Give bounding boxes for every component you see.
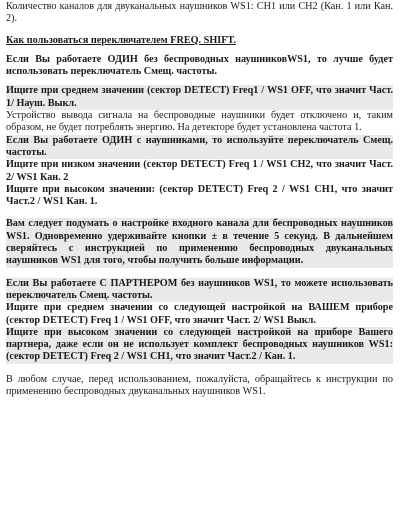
set-middle-instruction: Ищите при среднем значении (сектор DETECT) Freq1 / WS1 OFF, что значит Част. 1/ Науш. Выкл. (6, 85, 393, 109)
device-output-paragraph: Устройство вывода сигнала на беспроводные наушники будет отключено и, таким образом, не будет потреблять энергию. На детекторе будет установлена частота 1. (6, 110, 393, 134)
section-heading: Как пользоваться переключателем FREQ. SHIFT. (6, 34, 237, 46)
set-middle-partner-instruction: Ищите при среднем значении со следующей настройкой на ВАШЕМ приборе (сектор DETECT) Freq 1 / WS1 OFF, что значит Част. 2/ WS1 Выкл. (6, 302, 393, 326)
set-low-instruction: Ищите при низком значении (сектор DETECT) Freq 1 / WS1 CH2, что значит Част. 2/ WS1 Кан. 2 (6, 159, 393, 183)
intro-paragraph: Количество каналов для двуканальных наушников WS1: CH1 или CH2 (Кан. 1 или Кан. 2). (6, 1, 393, 25)
alone-with-headphones-paragraph: Если Вы работаете ОДИН с наушниками, то используйте переключатель Смещ. частоты. (6, 134, 393, 158)
input-channel-paragraph: Вам следует подумать о настройке входного канала для беспроводных наушников WS1. Одновременно удерживайте кнопки ± в течение 5 секунд. В дальнейшем сверяйтесь с инструкцией по применению беспроводных двуканальных наушников WS1 для того, чтобы получить больше информации. (6, 218, 393, 267)
alone-no-wireless-paragraph: Если Вы работаете ОДИН без беспроводных наушниковWS1, то лучше будет использовать переключатель Смещ. частоты. (6, 53, 393, 78)
set-high-partner-instruction: Ищите при высоком значении со следующей настройкой на приборе Вашего партнера, даже если он не использует комплект беспроводных наушников WS1: (сектор DETECT) Freq 2 / WS1 CH1, что значит Част.2 / Кан. 1. (6, 326, 393, 363)
set-high-instruction: Ищите при высоком значении: (сектор DETECT) Freq 2 / WS1 CH1, что значит Част.2 / WS1 Кан. 1. (6, 183, 393, 208)
partner-paragraph: Если Вы работаете С ПАРТНЕРОМ без наушников WS1, то можете использовать переключатель Смещ. частоты. (6, 277, 393, 301)
closing-paragraph: В любом случае, перед использованием, пожалуйста, обращайтесь к инструкции по применению беспроводных двуканальных наушников WS1. (6, 373, 393, 398)
